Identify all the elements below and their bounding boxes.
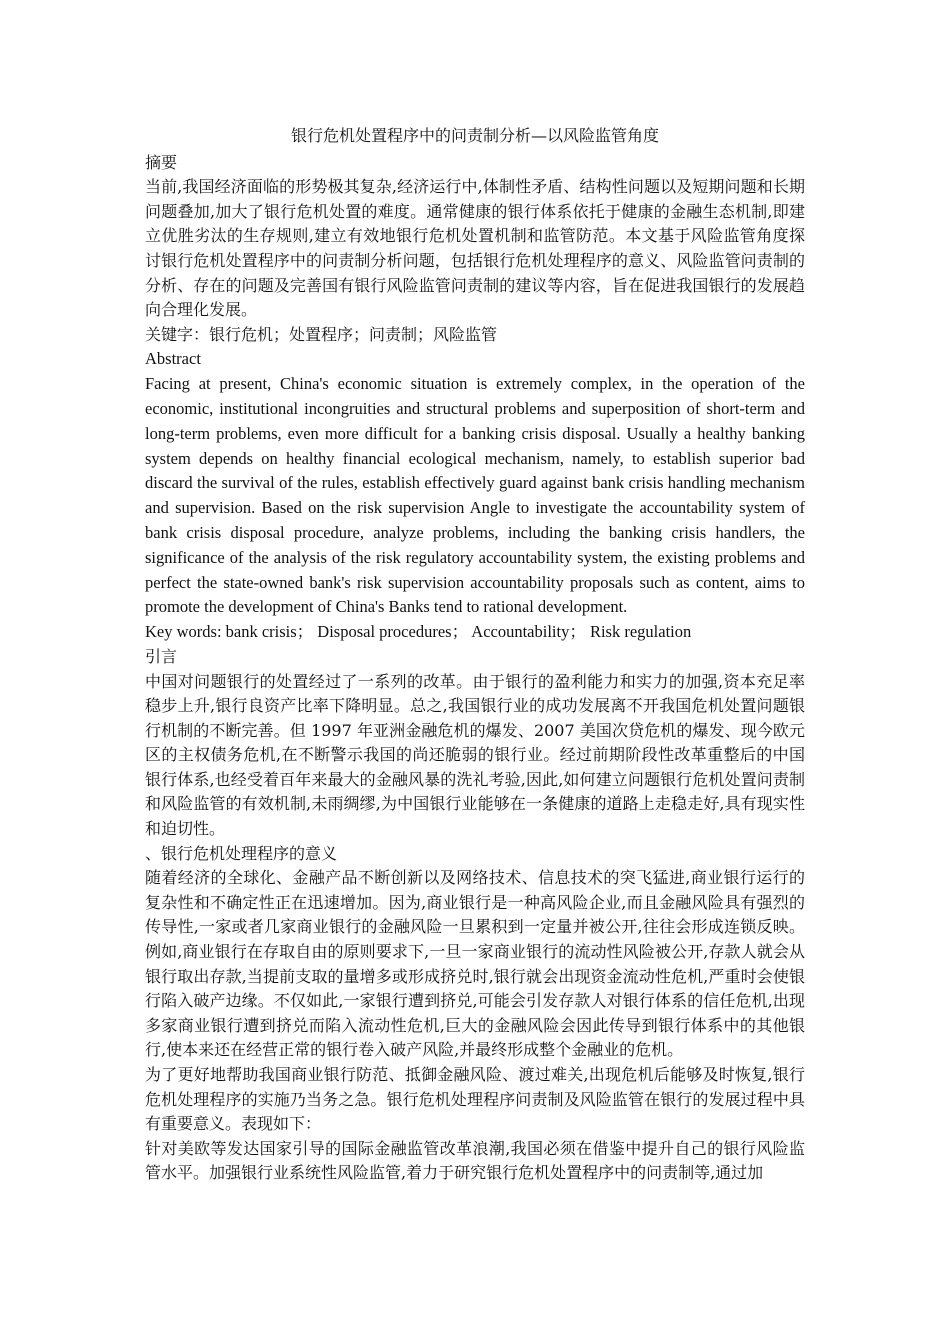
intro-paragraph: 中国对问题银行的处置经过了一系列的改革。由于银行的盈利能力和实力的加强,资本充足率稳步上升,银行良资产比率下降明显。总之,我国银行业的成功发展离不开我国危机处置问题银行机制的不断完善。但 1997 年亚洲金融危机的爆发、2007 美国次贷危机的爆发、现今欧元区的主权债务危机,在不断警示我国的尚还脆弱的银行业。经过前期阶段性改革重整后的中国银行体系,也经受着百年来最大的金融风暴的洗礼考验,因此,如何建立问题银行危机处置问责制和风险监管的有效机制,未雨绸缪,为中国银行业能够在一条健康的道路上走稳走好,具有现实性和迫切性。 bbox=[145, 671, 805, 839]
abstract-en-paragraph: Facing at present, China's economic situation is extremely complex, in the operation of the economic, institutional incongruities and structural problems and superposition of short-term and long-term problems, even more difficult for a banking crisis disposal. Usually a healthy banking system depends on healthy financial ecological mechanism, namely, to establish superior bad discard the survival of the rules, establish effectively guard against bank crisis handling mechanism and supervision. Based on the risk supervision Angle to investigate the accountability system of bank crisis disposal procedure, analyze problems, including the banking crisis handlers, the significance of the analysis of the risk regulatory accountability system, the existing problems and perfect the state-owned bank's risk supervision accountability proposals such as content, aims to promote the development of China's Banks tend to rational development. bbox=[145, 374, 805, 617]
abstract-heading: 摘要 bbox=[145, 152, 178, 172]
document-body bbox=[145, 124, 805, 1186]
section-1-paragraph-3: 针对美欧等发达国家引导的国际金融监管改革浪潮,我国必须在借鉴中提升自己的银行风险监管水平。加强银行业系统性风险监管,着力于研究银行危机处置程序中的问责制等,通过加 bbox=[145, 1138, 805, 1183]
abstract-en-heading: Abstract bbox=[145, 349, 201, 369]
intro-heading: 引言 bbox=[145, 646, 178, 666]
section-1-paragraph-2: 为了更好地帮助我国商业银行防范、抵御金融风险、渡过难关,出现危机后能够及时恢复,银行危机处理程序的实施乃当务之急。银行危机处理程序问责制及风险监管在银行的发展过程中具有重要意义。表现如下： bbox=[145, 1065, 805, 1134]
document-title: 银行危机处置程序中的问责制分析—以风险监管角度 bbox=[290, 126, 659, 145]
abstract-zh-paragraph: 当前,我国经济面临的形势极其复杂,经济运行中,体制性矛盾、结构性问题以及短期问题和长期问题叠加,加大了银行危机处置的难度。通常健康的银行体系依托于健康的金融生态机制,即建立优胜劣汰的生存规则,建立有效地银行危机处置机制和监管防范。本文基于风险监管角度探讨银行危机处置程序中的问责制分析问题，包括银行危机处理程序的意义、风险监管问责制的分析、存在的问题及完善国有银行风险监管问责制的建议等内容，旨在促进我国银行的发展趋向合理化发展。 bbox=[145, 177, 805, 320]
section-1-paragraph-1: 随着经济的全球化、金融产品不断创新以及网络技术、信息技术的突飞猛进,商业银行运行的复杂性和不确定性正在迅速增加。因为,商业银行是一种高风险企业,而且金融风险具有强烈的传导性,一家或者几家商业银行的金融风险一旦累积到一定量并被公开,往往会形成连锁反映。例如,商业银行在存取自由的原则要求下,一旦一家商业银行的流动性风险被公开,存款人就会从银行取出存款,当提前支取的量增多或形成挤兑时,银行就会出现资金流动性危机,严重时会使银行陷入破产边缘。不仅如此,一家银行遭到挤兑,可能会引发存款人对银行体系的信任危机,出现多家商业银行遭到挤兑而陷入流动性危机,巨大的金融风险会因此传导到银行体系中的其他银行,使本来还在经营正常的银行卷入破产风险,并最终形成整个金融业的危机。 bbox=[145, 868, 805, 1060]
section-1-heading: 、银行危机处理程序的意义 bbox=[145, 843, 338, 863]
keywords-zh: 关键字：银行危机；处置程序；问责制；风险监管 bbox=[145, 324, 498, 344]
keywords-en: Key words: bank crisis； Disposal procedures； Accountability； Risk regulation bbox=[145, 622, 692, 642]
